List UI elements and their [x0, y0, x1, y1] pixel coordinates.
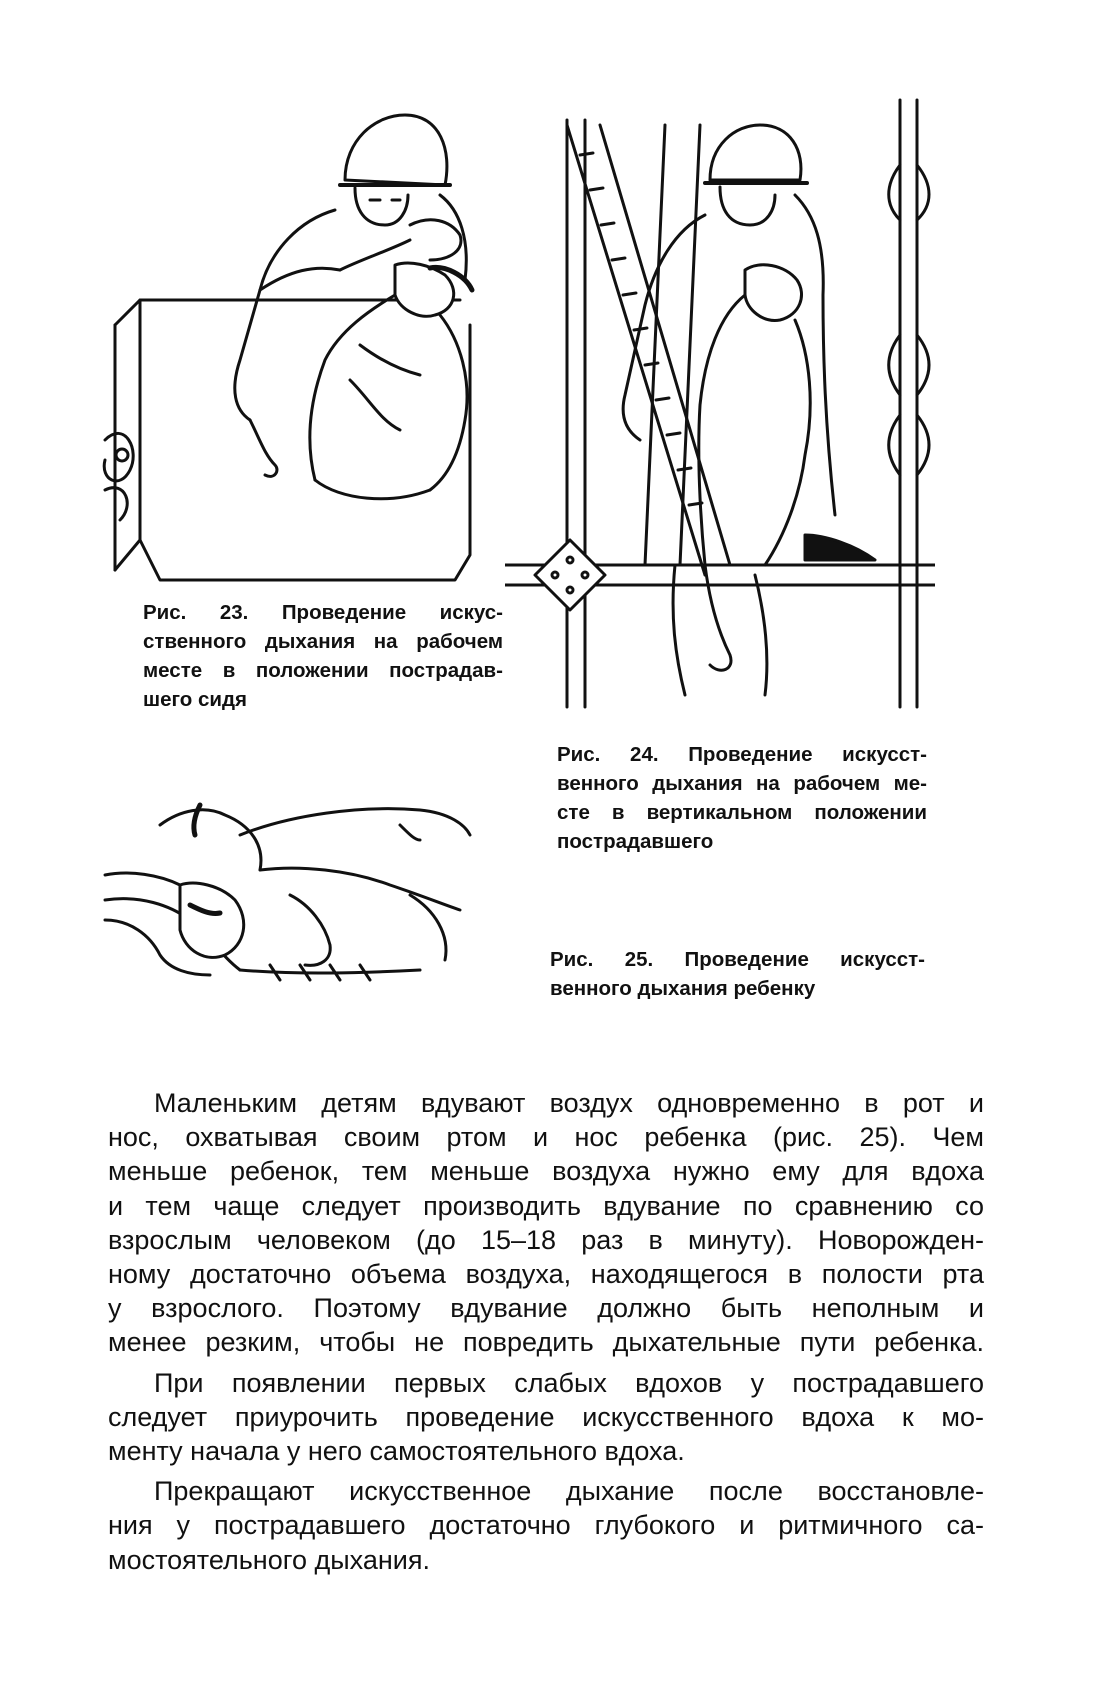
- figure-23-illustration: [100, 100, 500, 600]
- caption-line: сте в вертикальном положении: [557, 801, 927, 824]
- caption-line: месте в положении пострадав-: [143, 659, 503, 682]
- paragraph: [108, 1366, 984, 1469]
- figure-25-illustration: [100, 795, 480, 995]
- text-line: Маленьким детям вдувают воздух одновременно в рот и: [154, 1088, 984, 1118]
- text-line: мостоятельного дыхания.: [108, 1544, 430, 1575]
- text-line: следует приурочить проведение искусственного вдоха к мо-: [108, 1401, 984, 1432]
- paragraph: [108, 1474, 984, 1577]
- caption-line: ственного дыхания на рабочем: [143, 630, 503, 653]
- figure-23-caption: [143, 598, 503, 714]
- text-line: нос, охватывая своим ртом и нос ребенка (рис. 25). Чем: [108, 1122, 984, 1153]
- caption-line: венного дыхания на рабочем ме-: [557, 772, 927, 795]
- text-line: и тем чаще следует производить вдувание по сравнению со: [108, 1190, 984, 1221]
- text-line: у взрослого. Поэтому вдувание должно быть неполным и: [108, 1293, 984, 1324]
- text-line: При появлении первых слабых вдохов у пострадавшего: [154, 1367, 984, 1398]
- paragraph: [108, 1086, 984, 1360]
- caption-line: Рис. 23. Проведение искус-: [143, 601, 503, 624]
- caption-line: шего сидя: [143, 688, 247, 711]
- caption-line: венного дыхания ребенку: [550, 977, 816, 1000]
- figure-24-caption: [557, 740, 927, 856]
- text-line: меньше ребенок, тем меньше воздуха нужно ему для вдоха: [108, 1156, 984, 1187]
- text-line: менее резким, чтобы не повредить дыхательные пути ребенка.: [108, 1327, 984, 1358]
- text-line: взрослым человеком (до 15–18 раз в минуту). Новорожден-: [108, 1224, 984, 1255]
- text-line: менту начала у него самостоятельного вдоха.: [108, 1436, 685, 1467]
- text-line: ния у пострадавшего достаточно глубокого и ритмичного са-: [108, 1510, 984, 1541]
- body-text: [108, 1086, 984, 1583]
- text-line: Прекращают искусственное дыхание после восстановле-: [154, 1476, 984, 1507]
- figure-24-illustration: [505, 95, 935, 710]
- caption-line: Рис. 24. Проведение искусст-: [557, 743, 927, 766]
- caption-line: Рис. 25. Проведение искусст-: [550, 948, 925, 971]
- caption-line: пострадавшего: [557, 830, 714, 853]
- text-line: ному достаточно объема воздуха, находящегося в полости рта: [108, 1259, 984, 1290]
- figure-25-caption: [550, 945, 925, 1003]
